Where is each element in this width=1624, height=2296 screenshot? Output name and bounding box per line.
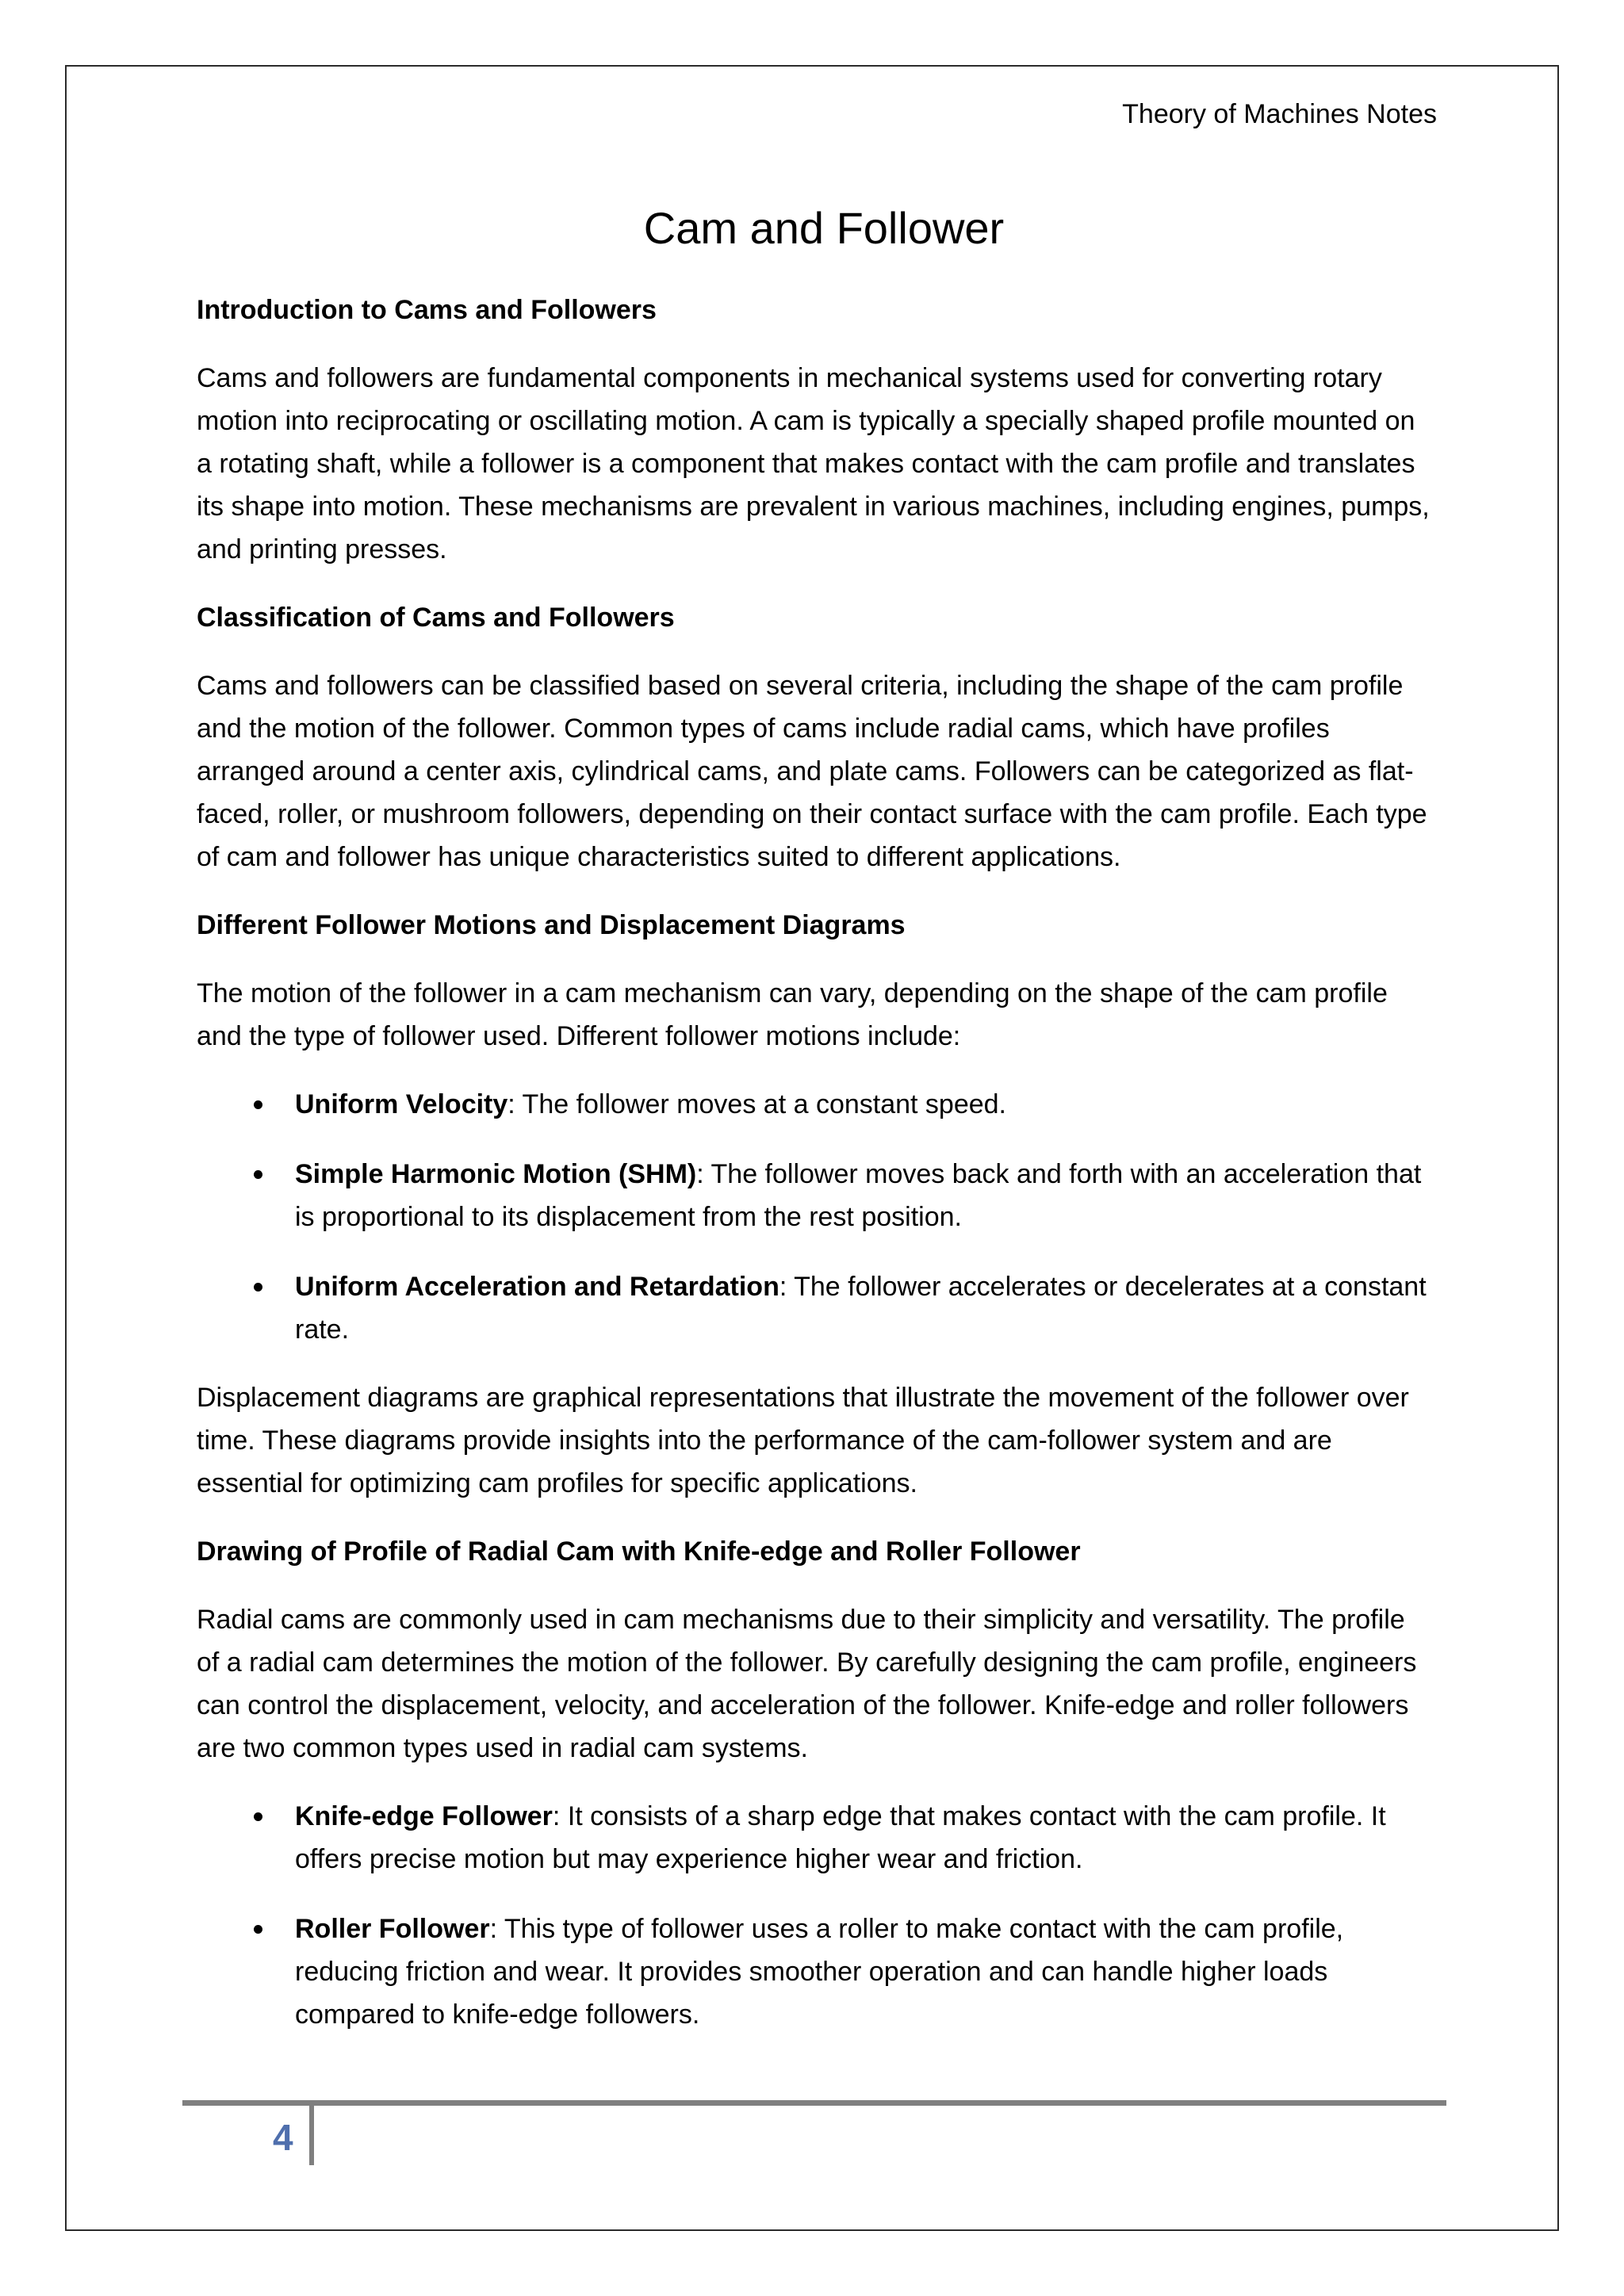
footer-divider: [309, 2105, 314, 2165]
page-number: 4: [273, 2117, 293, 2158]
bullet-list: [197, 1795, 1434, 2036]
section-heading: Drawing of Profile of Radial Cam with Knife-edge and Roller Follower: [197, 1536, 1081, 1567]
bullet-icon: [254, 1170, 262, 1179]
bullet-icon: [254, 1283, 262, 1292]
list-item-text: : The follower moves at a constant speed.: [508, 1089, 1006, 1119]
list-item-term: Simple Harmonic Motion (SHM): [295, 1159, 697, 1189]
page-title: Cam and Follower: [643, 203, 1005, 253]
body-paragraph: The motion of the follower in a cam mechanism can vary, depending on the shape of the cam profile and the type of follower used. Different follower motions include:: [197, 978, 1388, 1051]
section-heading: Introduction to Cams and Followers: [197, 295, 657, 325]
list-item: [197, 1265, 1434, 1351]
running-header: Theory of Machines Notes: [1122, 99, 1437, 129]
document-body: [197, 289, 1434, 2061]
body-paragraph: Cams and followers can be classified based on several criteria, including the shape of the cam profile and the motion of the follower. Common types of cams include radial cams, which have profiles arranged around a center axis, cylindrical cams, and plate cams. Followers can be categorized as flat-faced, roller, or mushroom followers, depending on their contact surface with the cam profile. Each type of cam and follower has unique characteristics suited to different applications.: [197, 671, 1427, 872]
list-item-text: : The follower moves back and forth with an acceleration that is proportional to its displacement from the rest position.: [295, 1159, 1422, 1232]
list-item-text: : It consists of a sharp edge that makes contact with the cam profile. It offers precise motion but may experience higher wear and friction.: [295, 1801, 1386, 1874]
list-item-term: Roller Follower: [295, 1914, 490, 1944]
list-item: [197, 1908, 1434, 2036]
footer-rule: [182, 2100, 1446, 2106]
section-heading: Different Follower Motions and Displacement Diagrams: [197, 910, 906, 940]
section-introduction: [197, 289, 1434, 571]
list-item-term: Uniform Acceleration and Retardation: [295, 1272, 779, 1302]
bullet-list: [197, 1083, 1434, 1351]
list-item: [197, 1153, 1434, 1238]
bullet-icon: [254, 1100, 262, 1109]
body-paragraph: Displacement diagrams are graphical representations that illustrate the movement of the follower over time. These diagrams provide insights into the performance of the cam-follower system and are essential for optimizing cam profiles for specific applications.: [197, 1383, 1409, 1498]
bullet-icon: [254, 1812, 262, 1821]
section-heading: Classification of Cams and Followers: [197, 603, 675, 633]
body-paragraph: Cams and followers are fundamental components in mechanical systems used for converting rotary motion into reciprocating or oscillating motion. A cam is typically a specially shaped profile mounted on a rotating shaft, while a follower is a component that makes contact with the cam profile and translates its shape into motion. These mechanisms are prevalent in various machines, including engines, pumps, and printing presses.: [197, 363, 1430, 564]
body-paragraph: Radial cams are commonly used in cam mechanisms due to their simplicity and versatility. The profile of a radial cam determines the motion of the follower. By carefully designing the cam profile, engineers can control the displacement, velocity, and acceleration of the follower. Knife-edge and roller followers are two common types used in radial cam systems.: [197, 1605, 1417, 1763]
list-item-term: Uniform Velocity: [295, 1089, 508, 1119]
section-radial-cam-profile: [197, 1530, 1434, 2036]
list-item: [197, 1795, 1434, 1881]
list-item-text: : This type of follower uses a roller to make contact with the cam profile, reducing friction and wear. It provides smoother operation and can handle higher loads compared to knife-edge followers.: [295, 1914, 1344, 2030]
section-classification: [197, 596, 1434, 878]
list-item-term: Knife-edge Follower: [295, 1801, 553, 1831]
section-follower-motions: [197, 904, 1434, 1505]
list-item: [197, 1083, 1434, 1126]
list-item-text: : The follower accelerates or decelerates at a constant rate.: [295, 1272, 1427, 1345]
bullet-icon: [254, 1925, 262, 1934]
